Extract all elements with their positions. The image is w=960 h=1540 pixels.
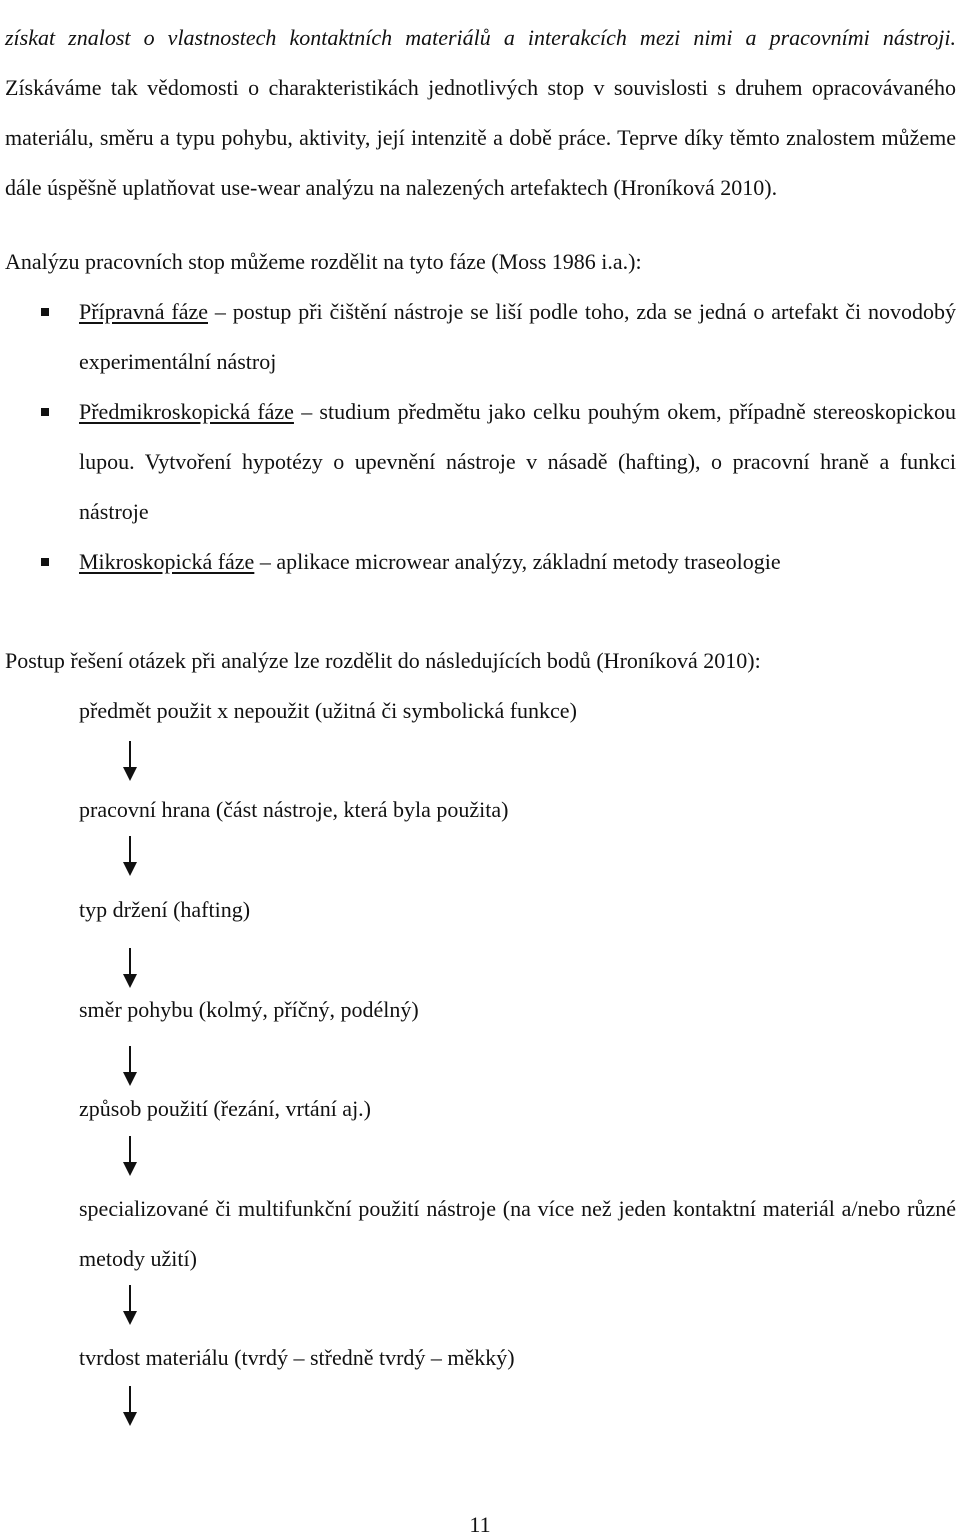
phase-description: – aplikace microwear analýzy, základní metody traseologie	[254, 549, 781, 574]
phase-description: – postup při čištění nástroje se liší podle toho, zda se jedná o artefakt či novodobý experimentální nástroj	[79, 299, 956, 374]
flow-step-6: specializované či multifunkční použití nástroje (na více než jeden kontaktní materiál a/nebo různé metody užití)	[79, 1196, 956, 1271]
flow-step-1: předmět použit x nepoužit (užitná či symbolická funkce)	[79, 698, 577, 723]
intro-paragraph	[5, 13, 956, 213]
down-arrow-icon	[122, 836, 138, 876]
flow-step-5: způsob použití (řezání, vrtání aj.)	[79, 1096, 372, 1121]
flow-step-7: tvrdost materiálu (tvrdý – středně tvrdý – měkký)	[79, 1345, 515, 1370]
intro-text-2: Teprve díky těmto znalostem můžeme dále úspěšně uplatňovat use-wear analýzu na nalezených artefaktech (Hroníková 2010).	[5, 125, 956, 200]
down-arrow-icon	[122, 741, 138, 781]
phase-item-preparatory	[0, 287, 956, 387]
square-bullet-icon	[41, 408, 49, 416]
square-bullet-icon	[41, 308, 49, 316]
intro-italic-text: získat znalost o vlastnostech kontaktních materiálů a interakcích mezi nimi a pracovními nástroji.	[5, 25, 956, 50]
page-number: 11	[469, 1512, 491, 1537]
down-arrow-icon	[122, 1046, 138, 1086]
square-bullet-icon	[41, 558, 49, 566]
phase-term: Přípravná fáze	[79, 299, 208, 324]
down-arrow-icon	[122, 1386, 138, 1426]
procedure-intro: Postup řešení otázek při analýze lze rozdělit do následujících bodů (Hroníková 2010):	[5, 648, 761, 673]
phase-term: Mikroskopická fáze	[79, 549, 255, 574]
phases-intro: Analýzu pracovních stop můžeme rozdělit na tyto fáze (Moss 1986 i.a.):	[5, 249, 642, 274]
down-arrow-icon	[122, 1285, 138, 1325]
down-arrow-icon	[122, 948, 138, 988]
phase-item-microscopic	[0, 537, 956, 587]
phase-description: – studium předmětu jako celku pouhým okem, případně stereoskopickou lupou. Vytvoření hypotézy o upevnění nástroje v násadě (hafting), o pracovní hraně a funkci nástroje	[79, 399, 957, 524]
phase-term: Předmikroskopická fáze	[79, 399, 294, 424]
flow-step-4: směr pohybu (kolmý, příčný, podélný)	[79, 997, 419, 1022]
flow-step-2: pracovní hrana (část nástroje, která byla použita)	[79, 797, 509, 822]
flow-step-3: typ držení (hafting)	[79, 897, 251, 922]
phase-item-premicroscopic	[0, 387, 956, 537]
down-arrow-icon	[122, 1136, 138, 1176]
intro-text-1: Získáváme tak vědomosti o charakteristikách jednotlivých stop v souvislosti s druhem opracovávaného materiálu, směru a typu pohybu, aktivity, její intenzitě a době práce.	[5, 75, 956, 150]
phases-list	[0, 287, 960, 587]
